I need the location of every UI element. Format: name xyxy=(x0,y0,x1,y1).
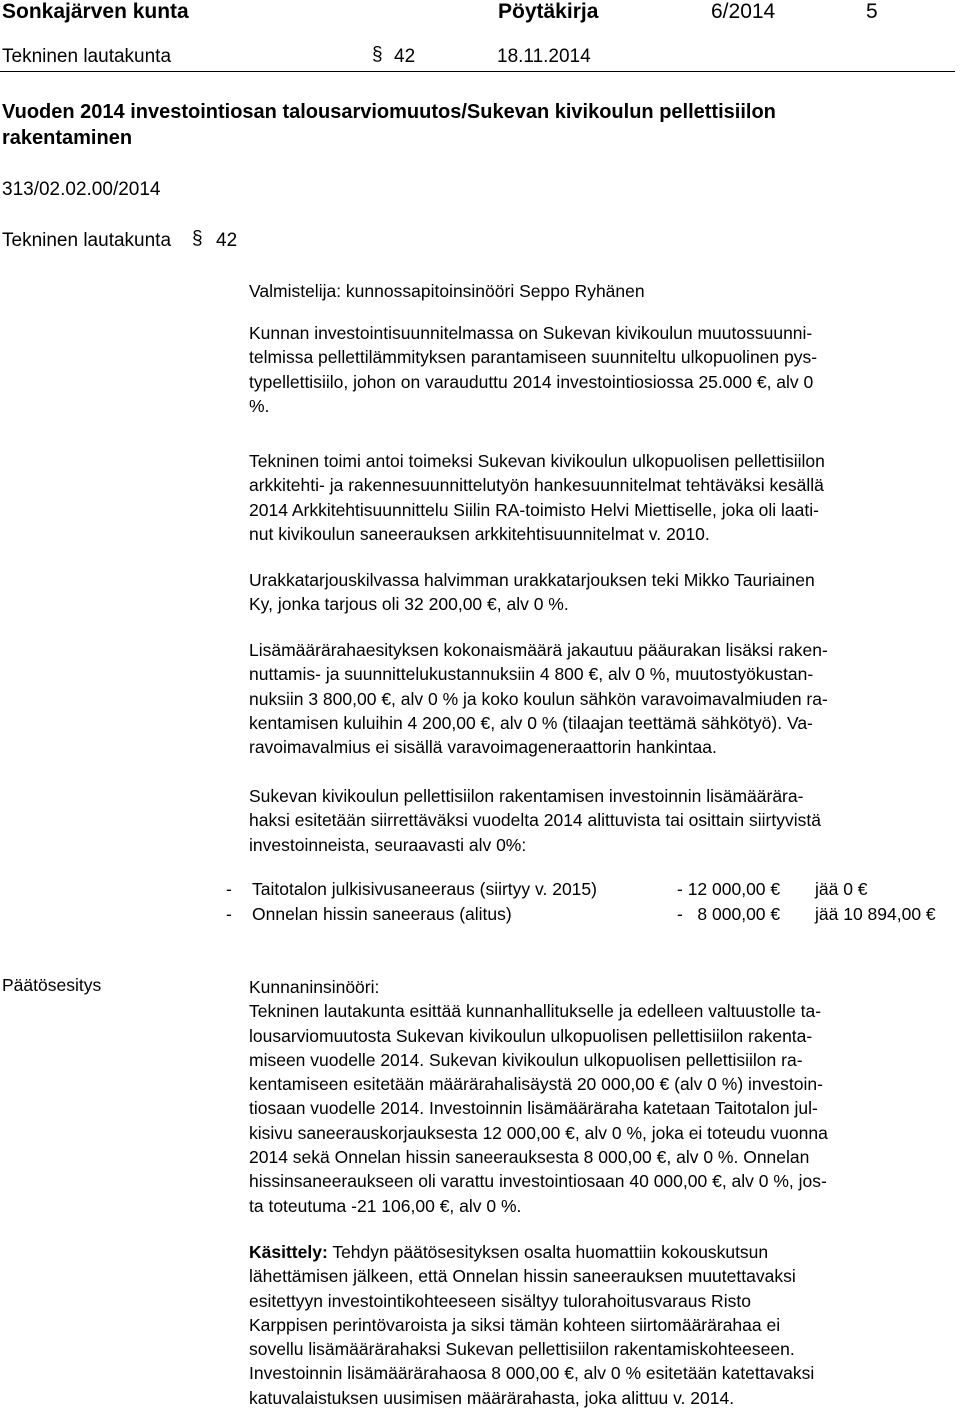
text-line: arkkitehti- ja rakennesuunnittelutyön hankesuunnitelmat tehtäväksi kesällä xyxy=(249,475,824,496)
text-line: lähettämisen jälkeen, että Onnelan hissin saneerauksen muutettavaksi xyxy=(249,1266,796,1287)
section-icon: § xyxy=(372,44,383,65)
text-line: Tekninen lautakunta esittää kunnanhallitukselle ja edelleen valtuustolle ta- xyxy=(249,1001,822,1022)
funding-item-dash: - xyxy=(226,879,232,899)
handling-text xyxy=(249,1240,949,1410)
text-line: kisivu saneerauskorjauksesta 12 000,00 €, alv 0 %, joka ei toteudu vuonna xyxy=(249,1122,828,1143)
text-line: investoinneista, seuraavasti alv 0%: xyxy=(249,834,527,855)
proposal-author: Kunnaninsinööri: xyxy=(249,977,380,997)
text-line: lousarviomuutosta Sukevan kivikoulun ulkopuolisen pellettisiilon rakenta- xyxy=(249,1025,813,1046)
funding-item-remaining: jää 0 € xyxy=(815,879,868,899)
text-line: nuttamis- ja suunnittelukustannuksiin 4 800 €, alv 0 %, muutostyökustan- xyxy=(249,664,814,685)
proposal-text xyxy=(249,975,949,1218)
municipality-name: Sonkajärven kunta xyxy=(2,0,189,23)
text-line: 2014 Arkkitehtisuunnittelu Siilin RA-toimisto Helvi Miettiselle, joka oli laati- xyxy=(249,499,819,520)
text-line: kentamiseen esitetään määrärahalisäystä 20 000,00 € (alv 0 %) investoin- xyxy=(249,1074,823,1095)
handling-label: Käsittely: xyxy=(249,1242,328,1262)
text-line: telmissa pellettilämmityksen parantamiseen suunniteltu ulkopuolinen pys- xyxy=(249,347,818,368)
text-segment: Tehdyn päätösesityksen osalta huomattiin kokouskutsun xyxy=(327,1242,769,1262)
funding-item-amount: - 12 000,00 € xyxy=(677,879,781,899)
text-line: %. xyxy=(249,395,270,416)
section-number: 42 xyxy=(394,46,416,67)
funding-item-amount: - 8 000,00 € xyxy=(677,904,781,924)
funding-item-dash: - xyxy=(226,904,232,924)
text-line: typellettisiilo, johon on varauduttu 2014 investointiosiossa 25.000 €, alv 0 xyxy=(249,371,814,392)
paragraph-cost-breakdown xyxy=(249,638,949,759)
text-line: Tekninen toimi antoi toimeksi Sukevan kivikoulun ulkopuolisen pellettisiilon xyxy=(249,451,825,471)
paragraph-investment-plan xyxy=(249,321,949,418)
section-icon: § xyxy=(192,228,203,249)
text-line: Karppisen perintövaroista ja siksi tämän kohteen siirtomäärärahaa ei xyxy=(249,1314,781,1335)
title-line: Vuoden 2014 investointiosan talousarviomuutos/Sukevan kivikoulun pellettisiilon xyxy=(2,101,776,123)
page-title xyxy=(2,99,776,151)
page-number: 5 xyxy=(866,0,878,23)
text-line: esitettyyn investointikohteeseen sisältyy tulorahoitusvaraus Risto xyxy=(249,1290,751,1311)
text-line: hissinsaneeraukseen oli varattu investointiosaan 40 000,00 €, alv 0 %, jos- xyxy=(249,1171,827,1192)
text-line: tiosaan vuodelle 2014. Investoinnin lisämääräraha katetaan Taitotalon jul- xyxy=(249,1098,818,1119)
document-number: 6/2014 xyxy=(711,0,776,23)
text-line: nut kivikoulun saneerauksen arkkitehtisuunnitelmat v. 2010. xyxy=(249,523,710,544)
text-line: katuvalaistuksen uusimisen määrärahasta, joka alittuu v. 2014. xyxy=(249,1387,735,1408)
paragraph-design-assignment xyxy=(249,449,949,546)
handling-first-line xyxy=(249,1240,949,1264)
reference-number: 313/02.02.00/2014 xyxy=(2,179,161,200)
committee-section-number: 42 xyxy=(216,230,238,251)
text-line: ravoimavalmius ei sisällä varavoimageneraattorin hankintaa. xyxy=(249,737,717,758)
title-line: rakentaminen xyxy=(2,127,133,149)
text-line: Kunnan investointisuunnitelmassa on Sukevan kivikoulun muutossuunni- xyxy=(249,323,813,343)
text-line: sovellu lisämäärärahaksi Sukevan pellettisiilon rakentamiskohteeseen. xyxy=(249,1339,795,1360)
text-line: ta toteutuma -21 106,00 €, alv 0 %. xyxy=(249,1195,522,1216)
committee-name: Tekninen lautakunta xyxy=(2,46,172,67)
funding-item-name: Onnelan hissin saneeraus (alitus) xyxy=(252,904,512,924)
header-divider xyxy=(0,71,955,72)
text-line: Sukevan kivikoulun pellettisiilon rakentamisen investoinnin lisämäärära- xyxy=(249,786,804,806)
committee-section-label: Tekninen lautakunta xyxy=(2,230,172,251)
text-line: Investoinnin lisämäärärahaosa 8 000,00 €, alv 0 % esitetään katettavaksi xyxy=(249,1363,815,1384)
funding-item-name: Taitotalon julkisivusaneeraus (siirtyy v. 2015) xyxy=(252,879,597,899)
text-line: kentamisen kuluihin 4 200,00 €, alv 0 % (tilaajan teettämä sähkötyö). Va- xyxy=(249,712,813,733)
text-line: 2014 sekä Onnelan hissin saneerauksesta 8 000,00 €, alv 0 %. Onnelan xyxy=(249,1147,810,1168)
text-line: haksi esitetään siirrettäväksi vuodelta 2014 alittuvista tai osittain siirtyvistä xyxy=(249,810,821,831)
text-line: Lisämäärärahaesityksen kokonaismäärä jakautuu pääurakan lisäksi raken- xyxy=(249,640,828,660)
document-type: Pöytäkirja xyxy=(498,0,599,23)
preparer-line: Valmistelija: kunnossapitoinsinööri Seppo Ryhänen xyxy=(249,281,645,301)
text-line: Urakkatarjouskilvassa halvimman urakkatarjouksen teki Mikko Tauriainen xyxy=(249,570,815,590)
paragraph-funding-source xyxy=(249,784,949,857)
proposal-label: Päätösesitys xyxy=(2,975,102,995)
text-line: nuksiin 3 800,00 €, alv 0 % ja koko koulun sähkön varavoimavalmiuden ra- xyxy=(249,688,828,709)
funding-item-remaining: jää 10 894,00 € xyxy=(815,904,936,924)
paragraph-tender xyxy=(249,568,949,617)
meeting-date: 18.11.2014 xyxy=(497,46,591,67)
text-line: miseen vuodelle 2014. Sukevan kivikoulun ulkopuolisen pellettisiilon ra- xyxy=(249,1049,803,1070)
text-line: Ky, jonka tarjous oli 32 200,00 €, alv 0 %. xyxy=(249,594,569,615)
